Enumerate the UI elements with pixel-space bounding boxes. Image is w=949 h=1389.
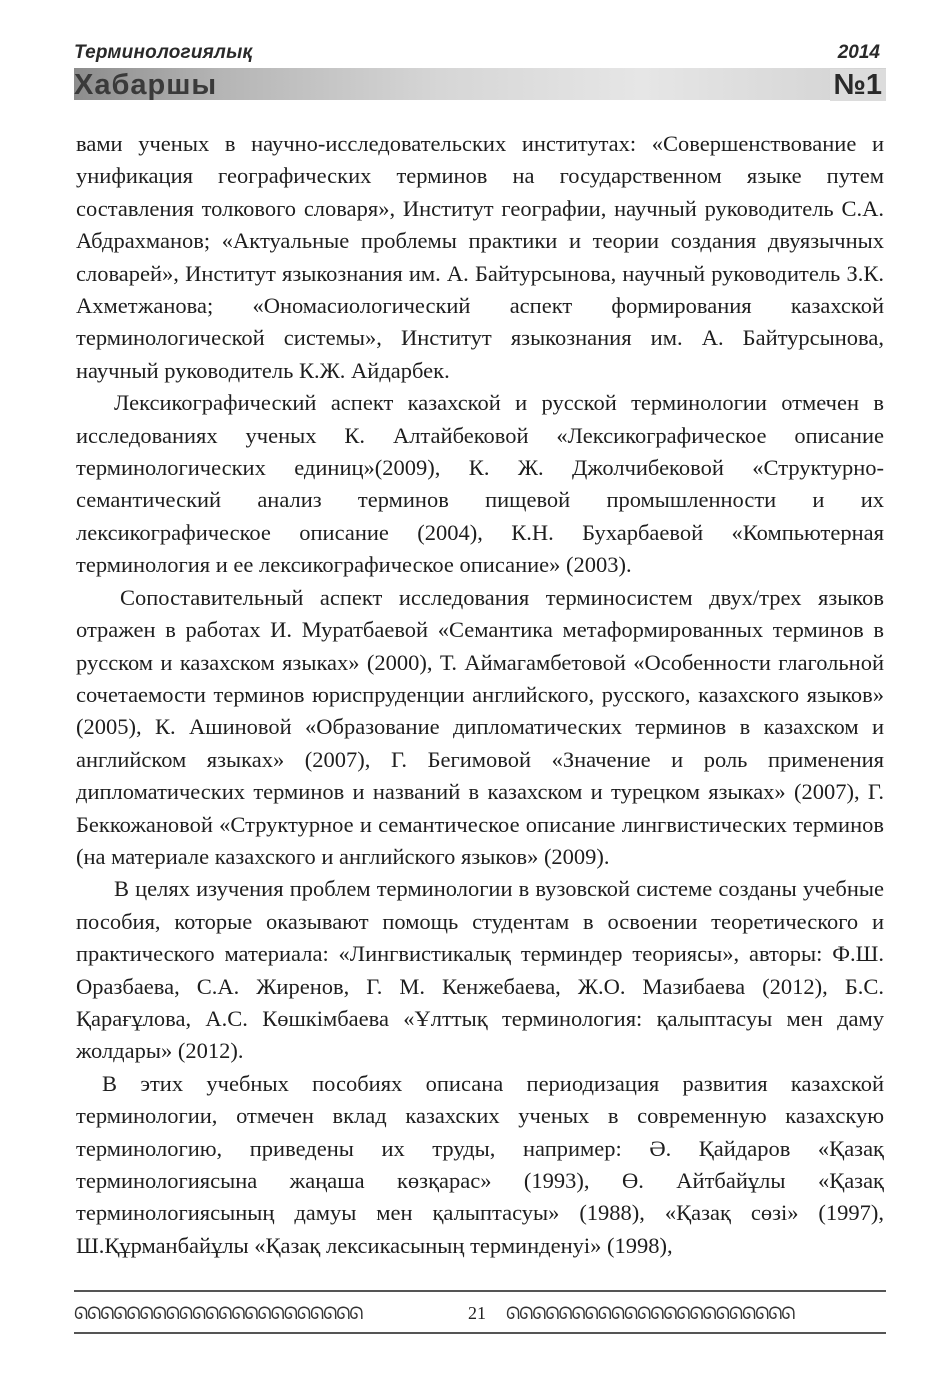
page-number: 21 [468, 1303, 486, 1323]
journal-issue: №1 [830, 69, 886, 101]
paragraph: В этих учебных пособиях описана периодизация развития казахской терминологии, отмечен вклад казахских ученых в современную казахскую терминологию, приведены их труды, например: Ә. Қайдаров «Қазақ терминологиясына жаңаша көзқарас» (1993), Ө. Айтбайұлы «Қазақ терминологиясының дамуы мен қалыптасуы» (1988), «Қазақ сөзі» (1997), Ш.Құрманбайұлы «Қазақ лексикасының терминденуі» (1998), [76, 1070, 884, 1258]
footer-rule-top [74, 1290, 886, 1292]
page-header [74, 40, 886, 104]
footer-ornament-left: ᘏᘏᘏᘏᘏᘏᘏᘏᘏᘏᘏᘏᘏᘏᘏᘏᘏᘏᘏᘏᘏᘏ [74, 1304, 363, 1324]
footer-ornament-right: ᘏᘏᘏᘏᘏᘏᘏᘏᘏᘏᘏᘏᘏᘏᘏᘏᘏᘏᘏᘏᘏᘏ [506, 1304, 795, 1324]
journal-title-line2: Хабаршы [74, 69, 218, 101]
paragraph: Сопоставительный аспект исследования терминосистем двух/трех языков отражен в работах И. Муратбаевой «Семантика метаформированных терминов в русском и казахском языках» (2000), Т. Аймагамбетовой «Особенности глагольной сочетаемости терминов юриспруденции английского, русского, казахского языков» (2005), К. Ашиновой «Образование дипломатических терминов в казахском и английском языках» (2007), Г. Бегимовой «Значение и роль применения дипломатических терминов и названий в казахском и турецком языках» (2007), Г. Беккожановой «Структурное и семантическое описание лингвистических терминов (на материале казахского и английского языков» (2009). [76, 584, 884, 869]
paragraph: Лексикографический аспект казахской и русской терминологии отмечен в исследованиях ученых К. Алтайбековой «Лексикографическое описание терминологических единиц»(2009), К. Ж. Джолчибековой «Структурно-семантический анализ терминов пищевой промышленности и их лексикографическое описание (2004), К.Н. Бухарбаевой «Компьютерная терминология и ее лексикографическое описание» (2003). [76, 390, 884, 578]
article-body [76, 128, 884, 1262]
page-footer [74, 1290, 886, 1336]
footer-rule-bottom [74, 1332, 886, 1334]
journal-year: 2014 [837, 42, 880, 63]
paragraph: В целях изучения проблем терминологии в вузовской системе созданы учебные пособия, которые оказывают помощь студентам в освоении теоретического и практического материала: «Лингвистикалық терминдер теориясы», авторы: Ф.Ш. Оразбаева, С.А. Жиренов, Г. М. Кенжебаева, Ж.О. Мазибаева (2012), Б.С. Қарағұлова, А.С. Көшкімбаева «Ұлттық терминология: қалыптасуы мен даму жолдары» (2012). [76, 876, 884, 1064]
paragraph: вами ученых в научно-исследовательских институтах: «Совершенствование и унификация географических терминов на государственном языке путем составления толкового словаря», Институт географии, научный руководитель С.А. Абдрахманов; «Актуальные проблемы практики и теории создания двуязычных словарей», Институт языкознания им. А. Байтурсынова, научный руководитель З.К. Ахметжанова; «Ономасиологический аспект формирования казахской терминологической системы», Институт языкознания им. А. Байтурсынова, научный руководитель К.Ж. Айдарбек. [76, 131, 884, 383]
journal-title-line1: Терминологиялық [74, 42, 253, 63]
